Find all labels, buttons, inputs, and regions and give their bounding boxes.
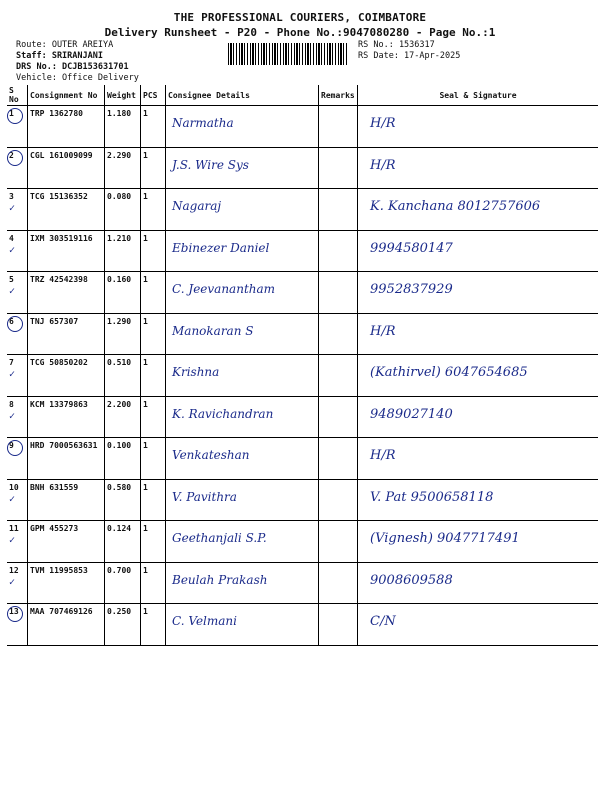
remarks-cell — [319, 189, 358, 231]
sno-cell-text: 5 — [9, 275, 14, 284]
pcs-cell — [141, 604, 166, 646]
pcs-cell-text: 1 — [143, 399, 148, 409]
weight-cell-text: 0.510 — [107, 358, 132, 367]
consignment-cell — [28, 230, 105, 272]
pcs-cell — [141, 355, 166, 397]
check-mark-icon: ✓ — [9, 535, 16, 546]
consignment-cell-text: MAA 707469126 — [30, 607, 93, 616]
seal-signature-cell — [358, 396, 599, 438]
weight-cell-text: 0.160 — [107, 275, 132, 284]
weight-cell-text: 0.580 — [107, 482, 132, 492]
consignee-cell — [166, 106, 319, 148]
consignee-cell — [166, 272, 319, 314]
signature-handwriting: 9489027140 — [370, 406, 453, 422]
remarks-cell — [319, 313, 358, 355]
consignment-cell-text: TCG 15136352 — [30, 192, 88, 201]
consignee-cell — [166, 147, 319, 189]
remarks-cell — [319, 106, 358, 148]
consignment-cell — [28, 521, 105, 563]
table-row — [7, 189, 598, 231]
consignee-cell — [166, 313, 319, 355]
consignment-cell — [28, 479, 105, 521]
pcs-cell-text: 1 — [143, 524, 148, 533]
sno-cell-text: 13 — [9, 607, 19, 616]
check-mark-icon: ✓ — [9, 493, 16, 505]
check-mark-icon: ✓ — [9, 410, 16, 422]
col-consignment: Consignment No — [28, 85, 105, 106]
remarks-cell — [319, 230, 358, 272]
sno-cell — [7, 479, 28, 521]
table-row — [7, 604, 598, 646]
seal-signature-cell — [358, 230, 599, 272]
consignment-cell — [28, 189, 105, 231]
signature-handwriting: V. Pat 9500658118 — [370, 489, 494, 505]
table-row — [7, 438, 598, 480]
consignment-cell-text: CGL 161009099 — [30, 150, 93, 160]
col-seal: Seal & Signature — [358, 85, 599, 106]
consignee-handwriting: Krishna — [172, 365, 220, 379]
consignment-cell-text: TRP 1362780 — [30, 109, 83, 118]
sno-cell — [7, 230, 28, 272]
pcs-cell-text: 1 — [143, 109, 148, 118]
consignment-cell — [28, 604, 105, 646]
consignee-handwriting: Nagaraj — [172, 199, 222, 213]
consignee-handwriting: K. Ravichandran — [172, 406, 274, 421]
pcs-cell — [141, 313, 166, 355]
remarks-cell — [319, 272, 358, 314]
col-weight: Weight — [105, 85, 141, 106]
circle-mark-icon — [7, 440, 23, 456]
sno-cell — [7, 355, 28, 397]
table-row — [7, 521, 598, 563]
consignment-cell-text: KCM 13379863 — [30, 399, 88, 409]
check-mark-icon: ✓ — [9, 244, 16, 256]
table-row — [7, 313, 598, 355]
consignee-cell — [166, 604, 319, 646]
check-mark-icon: ✓ — [9, 576, 16, 588]
weight-cell-text: 2.200 — [107, 399, 132, 409]
seal-signature-cell — [358, 604, 599, 646]
drs-text: DRS No.: DCJB153631701 — [16, 62, 129, 72]
signature-handwriting: 9952837929 — [370, 282, 453, 297]
circle-mark-icon — [7, 606, 23, 622]
weight-cell-text: 0.250 — [107, 607, 132, 616]
remarks-cell — [319, 479, 358, 521]
pcs-cell-text: 1 — [143, 565, 148, 575]
pcs-cell — [141, 147, 166, 189]
pcs-cell — [141, 230, 166, 272]
signature-handwriting: 9994580147 — [370, 240, 453, 256]
remarks-cell — [319, 562, 358, 604]
weight-cell-text: 0.080 — [107, 192, 132, 201]
consignment-cell — [28, 438, 105, 480]
weight-cell — [105, 521, 141, 563]
weight-cell-text: 1.180 — [107, 109, 132, 118]
sno-cell-text: 10 — [9, 482, 19, 492]
pcs-cell-text: 1 — [143, 150, 148, 160]
consignee-handwriting: Geethanjali S.P. — [172, 531, 267, 545]
weight-cell — [105, 147, 141, 189]
weight-cell — [105, 106, 141, 148]
consignment-cell-text: BNH 631559 — [30, 482, 79, 492]
rs-date-text: RS Date: 17-Apr-2025 — [358, 51, 461, 61]
seal-signature-cell — [358, 313, 599, 355]
sno-cell-text: 7 — [9, 358, 14, 367]
weight-cell — [105, 438, 141, 480]
table-row — [7, 479, 598, 521]
sno-cell-text: 1 — [9, 109, 14, 118]
table-row — [7, 272, 598, 314]
col-pcs: PCS — [141, 85, 166, 106]
consignee-handwriting: Beulah Prakash — [172, 572, 268, 587]
col-sno: S No — [7, 85, 28, 106]
consignee-cell — [166, 189, 319, 231]
barcode — [228, 43, 348, 65]
remarks-cell — [319, 438, 358, 480]
pcs-cell-text: 1 — [143, 192, 148, 201]
consignment-cell-text: IXM 303519116 — [30, 233, 93, 243]
staff-text: Staff: SRIRANJANI — [16, 51, 103, 61]
weight-cell-text: 1.290 — [107, 316, 132, 326]
sno-cell — [7, 521, 28, 563]
consignee-handwriting: C. Jeevanantham — [172, 282, 276, 296]
consignment-cell — [28, 313, 105, 355]
weight-cell — [105, 313, 141, 355]
sno-cell-text: 11 — [9, 524, 19, 533]
pcs-cell-text: 1 — [143, 316, 148, 326]
col-consignee: Consignee Details — [166, 85, 319, 106]
consignment-cell — [28, 147, 105, 189]
consignee-handwriting: Manokaran S — [172, 323, 254, 338]
consignment-cell-text: TCG 50850202 — [30, 358, 88, 367]
check-mark-icon: ✓ — [9, 369, 16, 380]
consignment-cell-text: TRZ 42542398 — [30, 275, 88, 284]
weight-cell-text: 2.290 — [107, 150, 132, 160]
weight-cell — [105, 272, 141, 314]
meta-right — [358, 40, 460, 62]
table-header-row — [7, 85, 598, 106]
consignment-cell — [28, 562, 105, 604]
pcs-cell-text: 1 — [143, 233, 148, 243]
sno-cell — [7, 396, 28, 438]
consignment-cell-text: GPM 455273 — [30, 524, 79, 533]
table-row — [7, 230, 598, 272]
table-row — [7, 355, 598, 397]
consignee-handwriting: C. Velmani — [172, 614, 237, 628]
signature-handwriting: K. Kanchana 8012757606 — [370, 199, 541, 214]
weight-cell — [105, 230, 141, 272]
consignee-cell — [166, 396, 319, 438]
consignment-cell-text: TNJ 657307 — [30, 316, 79, 326]
pcs-cell — [141, 479, 166, 521]
pcs-cell-text: 1 — [143, 607, 148, 616]
weight-cell — [105, 396, 141, 438]
sno-cell — [7, 438, 28, 480]
consignee-handwriting: J.S. Wire Sys — [172, 157, 249, 172]
pcs-cell — [141, 106, 166, 148]
circle-mark-icon — [7, 150, 23, 166]
signature-handwriting: (Vignesh) 9047717491 — [370, 531, 520, 546]
check-mark-icon: ✓ — [9, 286, 16, 297]
seal-signature-cell — [358, 562, 599, 604]
consignment-cell — [28, 272, 105, 314]
consignee-handwriting: Venkateshan — [172, 448, 250, 462]
pcs-cell — [141, 562, 166, 604]
remarks-cell — [319, 147, 358, 189]
consignee-handwriting: V. Pavithra — [172, 489, 237, 504]
sno-cell — [7, 147, 28, 189]
remarks-cell — [319, 355, 358, 397]
pcs-cell-text: 1 — [143, 441, 148, 450]
sno-cell — [7, 106, 28, 148]
consignee-cell — [166, 355, 319, 397]
consignee-cell — [166, 438, 319, 480]
pcs-cell — [141, 189, 166, 231]
runsheet-subtitle: Delivery Runsheet - P20 - Phone No.:9047080280 - Page No.:1 — [104, 26, 496, 39]
consignment-cell-text: HRD 7000563631 — [30, 441, 98, 450]
consignee-handwriting: Ebinezer Daniel — [172, 240, 270, 255]
remarks-cell — [319, 604, 358, 646]
pcs-cell — [141, 272, 166, 314]
pcs-cell-text: 1 — [143, 358, 148, 367]
table-row — [7, 106, 598, 148]
pcs-cell — [141, 396, 166, 438]
weight-cell — [105, 189, 141, 231]
sno-cell-text: 9 — [9, 441, 14, 450]
consignee-cell — [166, 521, 319, 563]
sno-cell-text: 6 — [9, 316, 14, 326]
pcs-cell-text: 1 — [143, 482, 148, 492]
seal-signature-cell — [358, 355, 599, 397]
signature-handwriting: H/R — [370, 448, 396, 463]
sno-cell-text: 3 — [9, 192, 14, 201]
meta-left — [16, 40, 139, 84]
sno-cell — [7, 562, 28, 604]
vehicle-text: Vehicle: Office Delivery — [16, 73, 139, 83]
weight-cell-text: 1.210 — [107, 233, 132, 243]
seal-signature-cell — [358, 106, 599, 148]
rs-no-text: RS No.: 1536317 — [358, 40, 435, 50]
pcs-cell — [141, 438, 166, 480]
company-title: THE PROFESSIONAL COURIERS, COIMBATORE — [173, 11, 427, 24]
consignment-cell — [28, 396, 105, 438]
seal-signature-cell — [358, 272, 599, 314]
sno-cell — [7, 189, 28, 231]
check-mark-icon: ✓ — [9, 203, 16, 214]
consignee-cell — [166, 479, 319, 521]
remarks-cell — [319, 521, 358, 563]
consignment-cell — [28, 106, 105, 148]
seal-signature-cell — [358, 147, 599, 189]
table-row — [7, 147, 598, 189]
sno-cell-text: 2 — [9, 150, 14, 160]
seal-signature-cell — [358, 438, 599, 480]
signature-handwriting: H/R — [370, 323, 396, 339]
remarks-cell — [319, 396, 358, 438]
sno-cell — [7, 313, 28, 355]
sno-cell — [7, 604, 28, 646]
route-text: Route: OUTER AREIYA — [16, 40, 114, 50]
weight-cell-text: 0.100 — [107, 441, 132, 450]
consignee-handwriting: Narmatha — [172, 116, 234, 130]
weight-cell — [105, 479, 141, 521]
pcs-cell-text: 1 — [143, 275, 148, 284]
pcs-cell — [141, 521, 166, 563]
consignment-cell — [28, 355, 105, 397]
sno-cell-text: 12 — [9, 565, 19, 575]
table-row — [7, 562, 598, 604]
signature-handwriting: 9008609588 — [370, 572, 453, 588]
circle-mark-icon — [7, 108, 23, 124]
weight-cell — [105, 604, 141, 646]
col-remarks: Remarks — [319, 85, 358, 106]
consignee-cell — [166, 562, 319, 604]
weight-cell-text: 0.124 — [107, 524, 132, 533]
seal-signature-cell — [358, 479, 599, 521]
weight-cell — [105, 355, 141, 397]
table-row — [7, 396, 598, 438]
circle-mark-icon — [7, 316, 23, 332]
signature-handwriting: H/R — [370, 116, 396, 131]
consignment-cell-text: TVM 11995853 — [30, 565, 88, 575]
seal-signature-cell — [358, 521, 599, 563]
consignee-cell — [166, 230, 319, 272]
runsheet-table — [7, 85, 598, 646]
sno-cell-text: 4 — [9, 233, 14, 243]
signature-handwriting: C/N — [370, 614, 396, 629]
weight-cell-text: 0.700 — [107, 565, 132, 575]
sno-cell-text: 8 — [9, 399, 14, 409]
signature-handwriting: (Kathirvel) 6047654685 — [370, 365, 528, 380]
seal-signature-cell — [358, 189, 599, 231]
signature-handwriting: H/R — [370, 157, 396, 173]
sno-cell — [7, 272, 28, 314]
weight-cell — [105, 562, 141, 604]
